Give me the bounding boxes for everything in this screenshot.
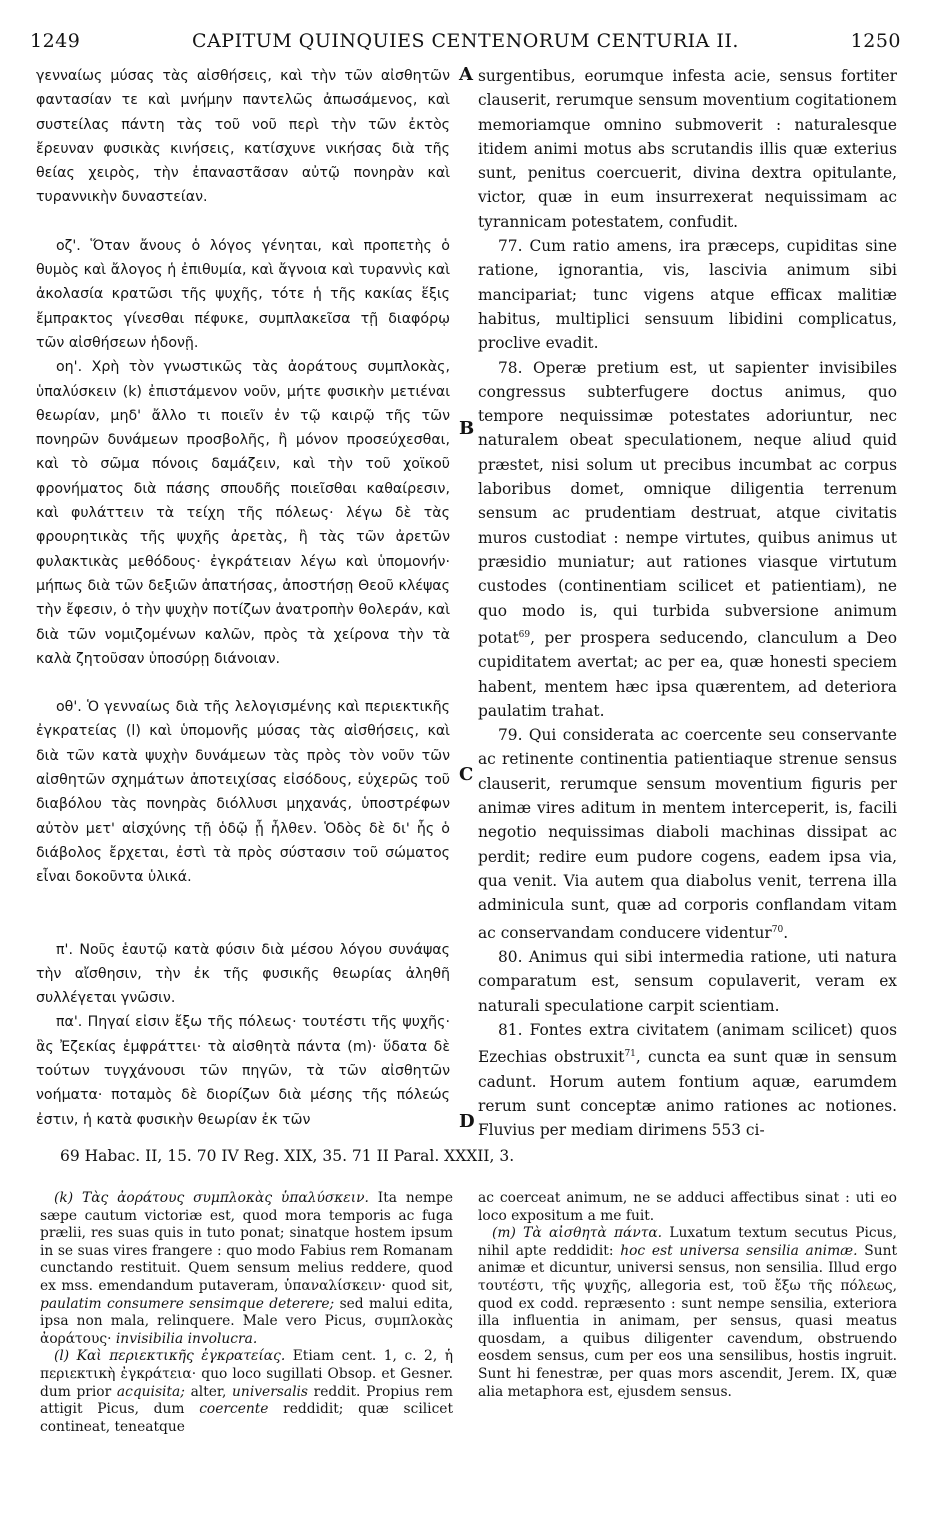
latin-paragraph-81-text: 81. Fontes extra civitatem (animam scilicet) quos Ezechias obstruxit [478, 1020, 897, 1067]
note-k-body: Ita nempe sæpe cautum victoriæ est, quod mora temporis ac fuga prælii, res suas quis in tuto ponat; sinatque hostem ipsum in se suas vires frangere : quo modo Fabius rem Romanam cunctando restituit. Quem sensum melius reddere, quod ex mss. emendandum putaveram, ὑπαναλίσκειν· quod sit, [40, 1190, 453, 1294]
note-m-body: Luxatum textum secutus Picus, nihil apte reddidit: [478, 1225, 897, 1259]
page-number-left: 1249 [30, 30, 81, 52]
latin-paragraph-78-text: 78. Operæ pretium est, ut sapienter invisibiles congressus subterfugere doctus animus, quo tempore nequissimæ potestates adoriuntur, nec naturalem obeat speculationem, neque aliud quid præstet, nisi solum ut precibus incumbat ac corpus laboribus domet, omnique diligentia terrenum sensum ac prudentiam destruat, atque civitatis muros custodiat : nempe virtutes, quibus animus ut præsidio muniatur; aut rationes viasque virtutum custodes (continentiam scilicet et patientiam), ne quo modo is, qui turbida subversione animum potat [478, 358, 897, 647]
note-l-italic-2: universalis [232, 1383, 308, 1400]
latin-paragraph-78 [478, 356, 897, 724]
latin-paragraph-79-text: 79. Qui considerata ac coercente seu conservante ac retinente continentia patientiaque strenue sensus clauserit, rerumque sensum moventium figuris per animæ vires aditum in mentem interceperit, is, facili negotio nequissimas diaboli machinas dissipat ac perdit; redire eum pudore cogens, eadem ipsa via, qua venit. Via autem qua diabolus venit, terrena illa adminicula sunt, quæ ad corporis conflandam vitam ac conservandam conducere videntur [478, 726, 897, 942]
note-l-body-3: reddit. Propius rem attigit Picus, dum [40, 1383, 454, 1418]
note-k-italic-2: invisibilia involucra. [115, 1330, 258, 1347]
running-title: CAPITUM QUINQUIES CENTENORUM CENTURIA II. [192, 30, 739, 52]
latin-paragraph-81-tail: , cuncta ea sunt quæ in sensum cadunt. Horum autem fontium aquæ, earumdem rerum sunt conceptæ animo rationes ac notiones. Fluvius per mediam dirimens 553 ci- [478, 1048, 897, 1140]
footnotes: 69 Habac. II, 15. 70 IV Reg. XIX, 35. 71 II Paral. XXXII, 3. [60, 1147, 515, 1165]
greek-paragraph-81: πα'. Πηγαί εἰσιν ἔξω τῆς πόλεως· τουτέστι τῆς ψυχῆς· ἃς Ἐζεκίας ἐμφράττει· τὰ αἰσθητὰ πάντα (m)· ὕδατα δὲ τούτων τυγχάνουσι τῶν πηγῶν, τὰ τῶν αἰσθητῶν νοήματα· ποταμὸς δὲ διορίζων διὰ μέσης τῆς πόλεώς ἐστιν, ἡ κατὰ φυσικὴν θεωρίαν ἐκ τῶν [36, 1014, 450, 1128]
margin-letter-c: C [459, 764, 474, 785]
latin-paragraph-79 [478, 723, 897, 945]
page-number-right: 1250 [850, 30, 901, 52]
note-k-body-2: sed malui edita, ipsa non mala, relinquere. Male vero Picus, συμπλοκὰς ἀοράτους· [40, 1295, 454, 1347]
note-m-head: (m) Τὰ αἰσθητὰ πάντα. [492, 1225, 663, 1242]
note-l-body-2: alter, [190, 1383, 227, 1400]
note-m-body-2: Sunt animæ et dicuntur, universi sensus, non sensilia. Illud ergo τουτέστι, τῆς ψυχῆς, allegoria est, τοῦ ἔξω τῆς πόλεως, quod ex codd. repræsento : sunt nempe sensilia, exteriora illa influentia in animam, per sensus, quasi meatus quosdam, a quibus diligenter cavendum, obstruendo eosdem sensus, cum per eos una sensilibus, hostis ingruit. Sunt hi fenestræ, per quas mors ascendit, Jerem. IX, quæ alia metaphora est, ejusdem sensus. [478, 1242, 898, 1400]
note-l-head: (l) Καὶ περιεκτικῆς ἐγκρατείας. [54, 1348, 286, 1365]
note-l-body-4: reddidit; quæ scilicet contineat, teneatque [40, 1401, 453, 1435]
greek-paragraph-77: οζ'. Ὅταν ἄνους ὁ λόγος γένηται, καὶ προπετὴς ὁ θυμὸς καὶ ἄλογος ἡ ἐπιθυμία, καὶ ἄγνοια καὶ τυραννὶς καὶ ἀκολασία κρατῶσι τῆς ψυχῆς, τότε ἡ τῆς κακίας ἕξις ἔμπρακτος γίνεσθαι πέφυκε, συμπλακεῖσα τῇ διαφόρῳ τῶν αἰσθήσεων ἡδονῇ. [36, 237, 450, 351]
note-k-italic: paulatim consumere sensimque deterere; [40, 1295, 335, 1312]
note-l-italic-3: coercente [199, 1401, 269, 1418]
latin-paragraph-76-continued: surgentibus, eorumque infesta acie, sensus fortiter clauserit, rerumque sensum moventium cogitationem memoriamque omnino submoverit : naturalesque itidem animi motus abs scrutandis illis quæ exterius sunt, penitus coercuerit, divina dextra opitulante, victor, quæ in eum insurrexerat nequissimam ac tyrannicam potestatem, confudit. [478, 67, 897, 231]
latin-paragraph-78-tail: , per prospera seducendo, clanculum a Deo cupiditatem avertat; ac per ea, quæ honesti speciem habent, mentem hæc ipsa quærentem, ad deteriora paulatim trahat. [478, 628, 897, 720]
spacer [36, 671, 450, 695]
footnote-ref-71: 71 [624, 1049, 636, 1060]
note-l-italic: acquisita; [116, 1383, 185, 1400]
running-header [30, 30, 901, 60]
latin-paragraph-77: 77. Cum ratio amens, ira præceps, cupiditas sine ratione, ignorantia, vis, lascivia animum sibi mancipariat; tunc vigens atque efficax malitiæ habitus, multiplici sensuum libidini complicatus, proclive evadit. [478, 237, 897, 353]
spacer [36, 210, 450, 234]
margin-letter-a: A [459, 64, 473, 85]
notes-right-column [478, 1190, 897, 1401]
margin-letter-d: D [459, 1111, 475, 1132]
greek-column [36, 64, 450, 1132]
greek-paragraph-79: οθ'. Ὁ γενναίως διὰ τῆς λελογισμένης καὶ περιεκτικῆς ἐγκρατείας (l) καὶ ὑπομονῆς μύσας τὰς αἰσθήσεις, καὶ διὰ τῶν κατὰ ψυχὴν δυνάμεων τὰς πρὸς τὸν νοῦν τῶν αἰσθητῶν σχημάτων ἀποτειχίσας εἰσόδους, εὐχερῶς τοῦ διαβόλου τὰς πονηρὰς διόλλυσι μηχανάς, ὑποστρέφων αὐτὸν μετ' αἰσχύνης τῇ ὁδῷ ᾗ ἦλθεν. Ὁδὸς δὲ δι' ἧς ὁ διάβολος ἔρχεται, ἐστὶ τὰ πρὸς σύστασιν τοῦ σώματος εἶναι δοκοῦντα ὑλικά. [36, 699, 450, 886]
note-m [478, 1225, 897, 1401]
note-m-italic: hoc est universa sensilia animæ. [620, 1242, 858, 1259]
greek-paragraph-80: π'. Νοῦς ἑαυτῷ κατὰ φύσιν διὰ μέσου λόγου συνάψας τὴν αἴσθησιν, τὴν ἐκ τῆς φυσικῆς θεωρίας ἀληθῆ συλλέγεται γνῶσιν. [36, 941, 450, 1007]
note-k-head: (k) Τὰς ἀοράτους συμπλοκὰς ὑπαλύσκειν. [54, 1190, 369, 1206]
note-l [40, 1348, 453, 1436]
footnote-ref-70: 70 [771, 924, 784, 935]
footnote-ref-69: 69 [518, 629, 531, 640]
latin-paragraph-80: 80. Animus qui sibi intermedia ratione, uti natura comparatum est, sensum copulaverit, veram ex naturali speculatione carpit scientiam. [478, 947, 897, 1015]
spacer [36, 890, 450, 938]
latin-paragraph-81 [478, 1018, 897, 1143]
note-l-continued: ac coerceat animum, ne se adduci affectibus sinat : uti eo loco expositum a me fuit. [478, 1190, 897, 1224]
greek-paragraph-78: οη'. Χρὴ τὸν γνωστικῶς τὰς ἀοράτους συμπλοκὰς, ὑπαλύσκειν (k) ἐπιστάμενον νοῦν, μήτε φυσικὴν μετιέναι θεωρίαν, μηδ' ἄλλο τι ποιεῖν ἐν τῷ καιρῷ τῆς τῶν πονηρῶν δυνάμεων προσβολῆς, ἢ μόνον προσεύχεσθαι, καὶ τὸ σῶμα πόνοις δαμάζειν, καὶ τὴν τοῦ χοϊκοῦ φρονήματος διὰ πάσης σπουδῆς ποιεῖσθαι καθαίρεσιν, καὶ φυλάττειν τὰ τείχη τῆς πόλεως· λέγω δὲ τὰς φρουρητικὰς τῆς ψυχῆς ἀρετὰς, ἢ τὰς τῶν ἀρετῶν φυλακτικὰς μεθόδους· ἐγκράτειαν λέγω καὶ ὑπομονήν· μήπως διὰ τῶν δεξιῶν ἀπατήσας, ἀποστήσῃ Θεοῦ κλέψας τὴν ἔφεσιν, ὁ τὴν ψυχὴν ποτίζων ἀνατροπὴν θολεράν, καὶ διὰ τῶν νομιζομένων καλῶν, πρὸς τὰ χείρονα τὴν τὰ καλὰ ζητοῦσαν ὑποσύρῃ διάνοιαν. [36, 359, 450, 667]
margin-letter-b: B [459, 418, 475, 439]
note-l-body: Etiam cent. 1, c. 2, ἡ περιεκτικὴ ἐγκράτεια· quo loco sugillati Obsop. et Gesner. dum prior [40, 1348, 453, 1400]
note-k [40, 1190, 453, 1348]
greek-paragraph-76-continued: γενναίως μύσας τὰς αἰσθήσεις, καὶ τὴν τῶν αἰσθητῶν φαντασίαν τε καὶ μνήμην παντελῶς ἀπωσάμενος, καὶ συστείλας πάντη τὰς τοῦ νοῦ περὶ τὴν τῶν ἐκτὸς ἔρευναν φυσικὰς κινήσεις, κατίσχυνε νικήσας διὰ τῆς θείας χειρὸς, τὴν ἐπαναστᾶσαν αὐτῷ πονηρὰν καὶ τυραννικὴν δυναστείαν. [36, 68, 450, 206]
latin-paragraph-79-tail: . [783, 923, 789, 942]
notes-left-column [40, 1190, 453, 1436]
latin-column [478, 64, 897, 1142]
